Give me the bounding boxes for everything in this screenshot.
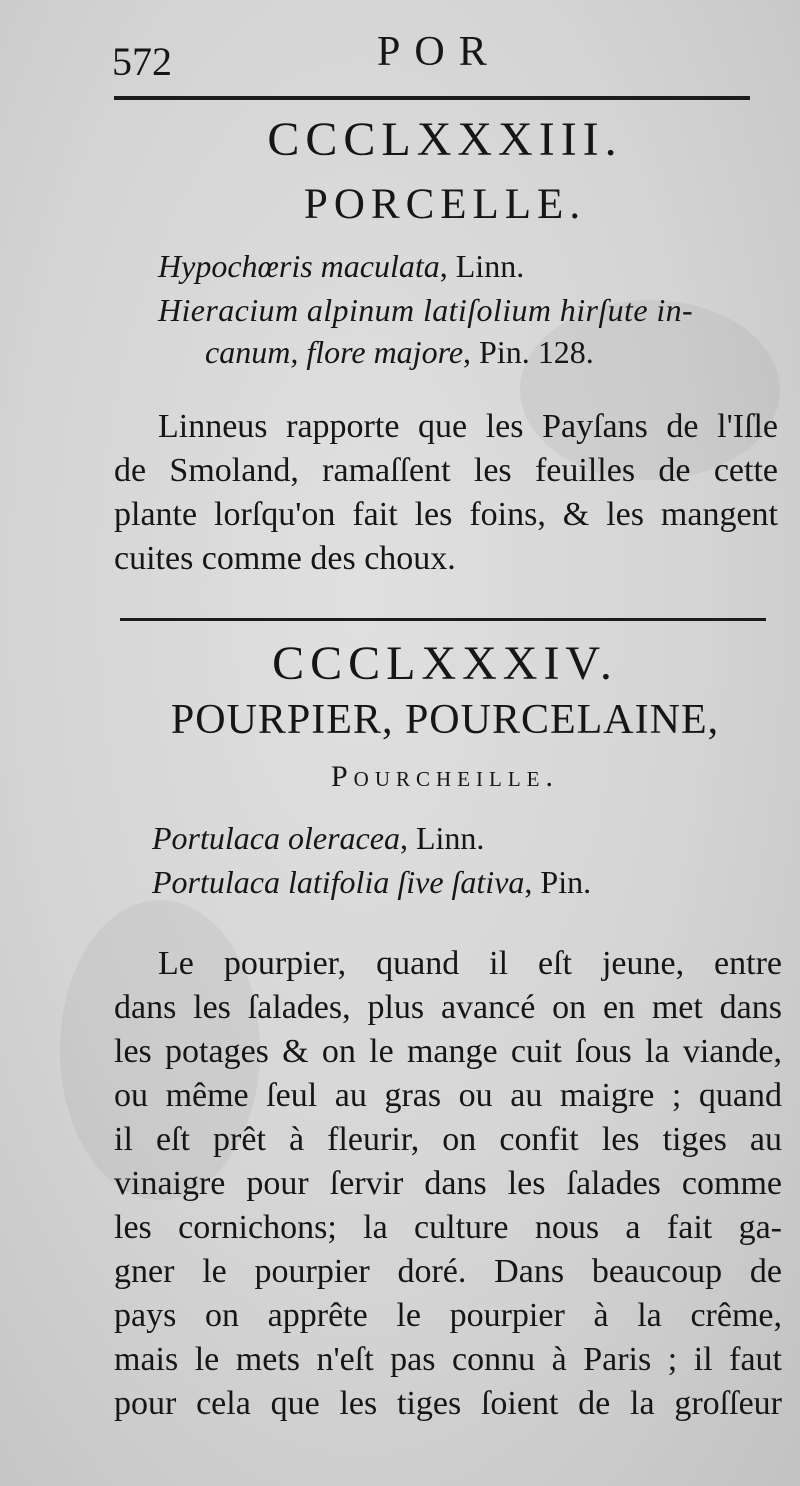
page-header [112,28,752,88]
entry-numeral: CCCLXXXIII. [267,113,623,166]
entry-title: POURPIER, POURCELAINE, [170,697,720,743]
page-number: 572 [112,39,172,84]
synonym-line [152,820,484,857]
text-line: les cornichons; la culture nous a fait ga- [114,1209,782,1246]
text-line: vinaigre pour ſervir dans les ſalades comme [114,1165,782,1202]
text-line: ou même ſeul au gras ou au maigre ; quand [114,1077,782,1114]
latin-name: Hieracium alpinum latiſolium hirſute in- [158,292,694,328]
text-line: Le pourpier, quand il eſt jeune, entre [158,945,782,982]
entry-paragraph [114,405,778,581]
synonym-source: , Linn. [439,248,525,284]
entry-title: PORCELLE. [303,181,587,228]
synonym-line [158,248,524,285]
text-line: il eſt prêt à fleurir, on confit les tiges au [114,1121,782,1158]
text-line: gner le pourpier doré. Dans beaucoup de [114,1253,782,1290]
text-line: plante lorſqu'on fait les foins, & les mangent [114,496,778,533]
synonym-line [205,334,594,371]
synonym-source: , Pin. 128. [463,334,594,370]
synonym-line [152,864,591,901]
entry-paragraph [114,942,782,1426]
text-line: dans les ſalades, plus avancé on en met dans [114,989,782,1026]
synonym-line [158,292,693,329]
text-line: pays on apprête le pourpier à la crême, [114,1297,782,1334]
entry-numeral: CCCLXXXIV. [272,637,618,690]
text-line: les potages & on le mange cuit ſous la viande, [114,1033,782,1070]
synonym-source: , Pin. [524,864,592,900]
running-title: POR [377,29,501,75]
text-line: mais le mets n'eſt pas connu à Paris ; il faut [114,1341,782,1378]
latin-name: Portulaca latifolia ſive ſativa [152,864,525,900]
text-line: Linneus rapporte que les Payſans de l'Iſle [158,408,778,445]
text-line: de Smoland, ramaſſent les feuilles de cette [114,452,778,489]
latin-name: Portulaca oleracea [152,820,400,856]
header-rule [114,96,750,100]
latin-name: Hypochœris maculata [158,248,440,284]
text-line: cuites comme des choux. [114,540,456,577]
synonym-source: , Linn. [399,820,485,856]
text-line: pour cela que les tiges ſoient de la groſſeur [114,1385,782,1422]
latin-name: canum, flore majore [205,334,464,370]
section-rule [120,618,766,621]
entry-subtitle: Pourcheille. [331,760,559,793]
